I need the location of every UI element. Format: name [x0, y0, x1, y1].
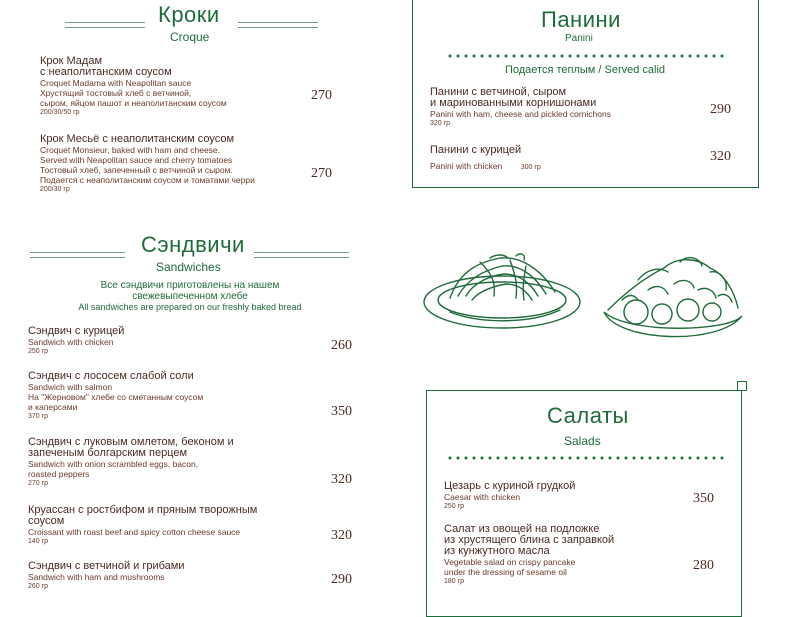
sandwiches-subtitle: Sandwiches: [156, 260, 221, 274]
item-description: Panini with ham, cheese and pickled cornichons: [430, 109, 611, 119]
sandwiches-rule-left: [30, 252, 125, 258]
item-description: Croquet Madama with Neapolitan sauce: [40, 78, 192, 88]
item-name: Крок Мадам: [40, 55, 103, 67]
item-price: 350: [693, 491, 714, 506]
item-name: Крок Месьё с неаполитанским соусом: [40, 133, 235, 145]
item-description: Caesar with chicken: [444, 492, 521, 502]
menu-item: [40, 56, 310, 117]
item-price: 270: [311, 166, 332, 181]
menu-item: [430, 87, 680, 128]
panini-title: Панини: [541, 7, 621, 32]
item-price: 290: [331, 572, 352, 587]
item-weight: 250 гр: [444, 503, 465, 510]
salads-title: Салаты: [547, 403, 629, 428]
item-price: 290: [710, 102, 731, 117]
item-description: Подается с неаполитанским соусом и томатами черри: [40, 175, 255, 185]
item-weight: 140 гр: [28, 538, 49, 545]
salads-subtitle: Salads: [564, 434, 601, 448]
item-description: Served with Neapolitan sauce and cherry tomatoes: [40, 155, 233, 165]
item-weight: 320 гр: [430, 120, 451, 127]
croque-rule-left: [65, 22, 145, 28]
item-name: Цезарь с куриной грудкой: [444, 480, 576, 492]
item-description: сыром, яйцом пашот и неаполитанским соусом: [40, 98, 227, 108]
sandwiches-rule-right: [254, 252, 349, 258]
note-line: Все сэндвичи приготовлены на нашем: [100, 280, 280, 291]
item-weight: 370 гр: [28, 413, 49, 420]
croque-rule-right: [238, 22, 318, 28]
item-name: Сэндвич с луковым омлетом, беконом и: [28, 436, 234, 448]
item-price: 270: [311, 88, 332, 103]
item-description: roasted peppers: [28, 469, 90, 479]
item-name: Панини с ветчиной, сыром: [430, 86, 567, 98]
panini-dotted-divider: [446, 54, 728, 58]
menu-item: [444, 481, 684, 511]
item-price: 350: [331, 404, 352, 419]
item-price: 320: [331, 472, 352, 487]
item-weight: 250 гр: [28, 348, 49, 355]
item-name: соусом: [28, 515, 65, 527]
note-line: All sandwiches are prepared on our freshly baked bread: [78, 302, 302, 312]
item-price: 320: [710, 149, 731, 164]
item-description: На "Жерновом" хлебе со сметанным соусом: [28, 392, 204, 402]
sandwiches-title: Сэндвичи: [141, 232, 245, 257]
item-description: и каперсами: [28, 402, 78, 412]
panini-subtitle: Panini: [565, 33, 593, 44]
item-name: из кунжутного масла: [444, 545, 550, 557]
item-name: запеченым болгарским перцем: [28, 447, 188, 459]
menu-item: [40, 134, 320, 194]
item-description: Croissant with roast beef and spicy cotton cheese sauce: [28, 527, 241, 537]
item-name: Сэндвич с курицей: [28, 325, 125, 337]
item-description: Sandwich with onion scrambled eggs, bacon,: [28, 459, 199, 469]
menu-item: [28, 437, 328, 488]
sandwiches-note: [60, 280, 320, 313]
item-weight: 300 гр: [520, 164, 541, 171]
menu-item: [28, 326, 318, 356]
salads-dotted-divider: [446, 456, 728, 460]
croque-subtitle: Croque: [170, 30, 210, 44]
menu-item: [444, 524, 684, 586]
pasta-plate-icon: [420, 250, 585, 340]
item-weight: 270 гр: [28, 480, 49, 487]
item-description: Panini with chicken: [430, 161, 503, 171]
item-price: 320: [331, 528, 352, 543]
item-description: Sandwich with chicken: [28, 337, 114, 347]
item-weight: 180 гр: [444, 578, 465, 585]
item-name: из хрустящего блина с заправкой: [444, 534, 615, 546]
menu-item: [28, 371, 318, 421]
panini-note: Подается теплым / Served calid: [504, 64, 666, 76]
item-name: Сэндвич с лососем слабой соли: [28, 370, 194, 382]
item-description: Тостовый хлеб, запеченный с ветчиной и сыром.: [40, 165, 233, 175]
item-description: Хрустящий тостовый хлеб с ветчиной,: [40, 88, 192, 98]
item-weight: 260 гр: [28, 583, 49, 590]
croque-title: Кроки: [158, 2, 220, 27]
item-description: under the dressing of sesame oil: [444, 567, 567, 577]
item-name: Сэндвич с ветчиной и грибами: [28, 560, 185, 572]
item-description: Vegetable salad on crispy pancake: [444, 557, 576, 567]
corner-handle-icon: [737, 381, 747, 391]
menu-item: [28, 561, 318, 591]
item-price: 260: [331, 338, 352, 353]
item-price: 280: [693, 558, 714, 573]
item-description: Sandwich with salmon: [28, 382, 113, 392]
item-name: Панини с курицей: [430, 144, 522, 156]
item-description: Croquet Monsieur, baked with ham and cheese.: [40, 145, 221, 155]
item-weight: 200/30/50 гр: [40, 109, 80, 116]
item-name: и маринованными корнишонами: [430, 97, 597, 109]
item-name: с неаполитанским соусом: [40, 66, 172, 78]
salad-plate-icon: [598, 250, 748, 350]
item-weight: 200/30 гр: [40, 186, 70, 193]
item-name: Салат из овощей на подложке: [444, 523, 600, 535]
menu-item: [28, 505, 328, 546]
note-line: свежевыпеченном хлебе: [132, 291, 248, 302]
menu-item: [430, 145, 680, 174]
item-name: Круассан с ростбифом и пряным творожным: [28, 504, 258, 516]
item-description: Sandwich with ham and mushrooms: [28, 572, 165, 582]
